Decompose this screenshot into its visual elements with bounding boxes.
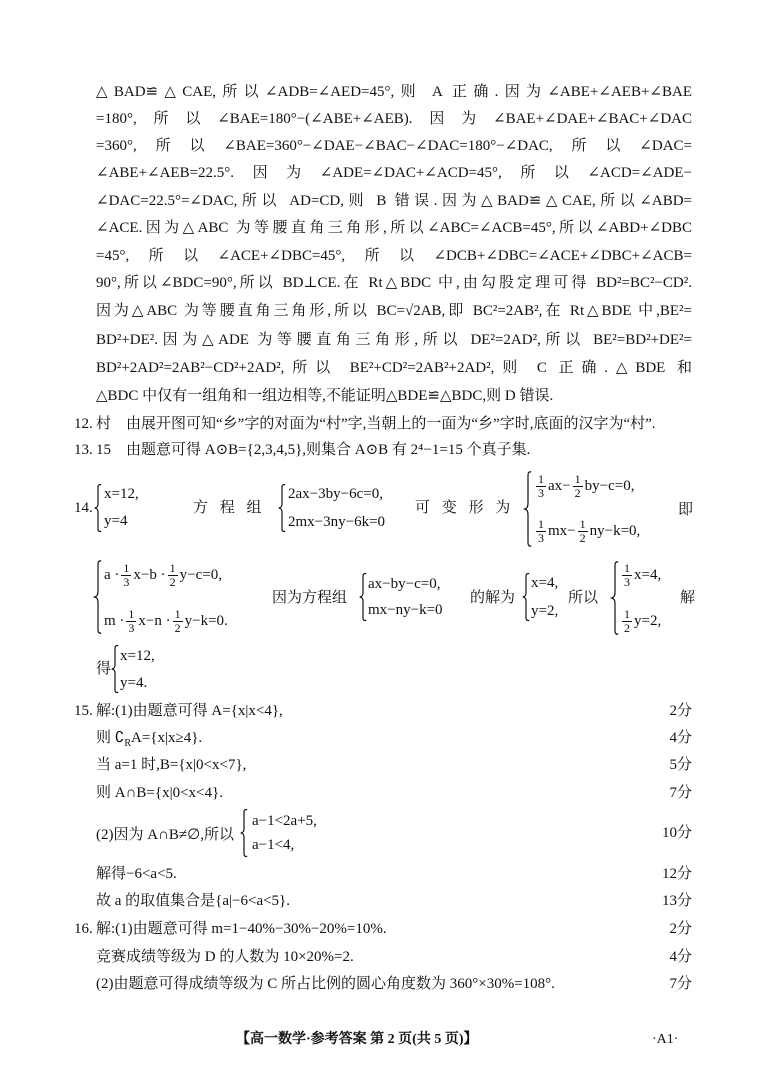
equation-part: x=4, bbox=[634, 567, 662, 583]
numerator: 1 bbox=[123, 560, 130, 575]
score-mark: 7分 bbox=[669, 785, 692, 801]
equation-row: 2ax−3by−6c=0, bbox=[288, 486, 383, 502]
denominator: 3 bbox=[128, 620, 135, 635]
proof-line: BD²+2AD²=2AB²−CD²+2AD²,所以 BE²+CD²=2AB²+2AD²,则 C 正确.△BDE 和 bbox=[96, 360, 692, 376]
complement-symbol: ∁ bbox=[114, 730, 125, 746]
proof-line: =360°,所以∠BAE=360°−∠DAE−∠BAC−∠DAC=180°−∠DAC,所以∠DAC= bbox=[96, 138, 692, 154]
equation-part: a · bbox=[104, 567, 120, 583]
label-text: 方 程 组 bbox=[193, 500, 262, 516]
question-number: 15. bbox=[74, 703, 93, 719]
proof-line: 90°,所以∠BDC=90°,所以 BD⊥CE.在 Rt△BDC 中,由勾股定理可得 BD²=BC²−CD². bbox=[96, 275, 692, 291]
numerator: 1 bbox=[538, 471, 544, 486]
score-mark: 13分 bbox=[661, 893, 692, 909]
left-brace bbox=[240, 809, 248, 857]
solution-line: (2)由题意可得成绩等级为 C 所占比例的圆心角度数为 360°×30%=108°. bbox=[96, 976, 555, 992]
score-mark: 7分 bbox=[669, 976, 692, 992]
denominator: 3 bbox=[538, 530, 544, 545]
result-row: y=4. bbox=[120, 675, 148, 691]
left-brace bbox=[94, 484, 102, 532]
denominator: 2 bbox=[624, 620, 630, 635]
equation-part: by−c=0, bbox=[584, 478, 635, 494]
label-text: 可 变 形 为 bbox=[415, 500, 511, 516]
fraction bbox=[622, 608, 632, 635]
inequality-row: a−1<2a+5, bbox=[251, 813, 317, 829]
result-row: x=12, bbox=[120, 648, 155, 664]
equation-part: m · bbox=[104, 613, 125, 629]
solution-line: 故 a 的取值集合是{a|−6<a<5}. bbox=[96, 893, 291, 909]
fraction bbox=[121, 562, 131, 589]
left-brace bbox=[359, 573, 367, 621]
equation-part: x−b · bbox=[133, 567, 166, 583]
score-mark: 2分 bbox=[669, 921, 692, 937]
label-text: 所以 bbox=[568, 590, 599, 606]
solution-line: 解得−6<a<5. bbox=[96, 866, 177, 882]
equation-row bbox=[104, 561, 222, 589]
numerator: 1 bbox=[624, 606, 630, 621]
denominator: 3 bbox=[538, 485, 544, 500]
inequality-row: a−1<4, bbox=[251, 837, 295, 853]
equation-row bbox=[104, 607, 228, 635]
solution-row: x=4, bbox=[531, 575, 559, 591]
numerator: 1 bbox=[538, 516, 544, 531]
score-mark: 5分 bbox=[669, 757, 692, 773]
proof-line: △BDC 中仅有一组角和一组边相等,不能证明△BDE≌△BDC,则 D 错误. bbox=[96, 388, 554, 404]
numerator: 1 bbox=[169, 560, 176, 575]
explanation-text: 由题意可得 A⊙B={2,3,4,5},则集合 A⊙B 有 2⁴−1=15 个真子集. bbox=[126, 442, 531, 458]
left-brace bbox=[524, 471, 532, 547]
question-number: 13. bbox=[74, 442, 93, 458]
equation-part: y−c=0, bbox=[179, 567, 222, 583]
text-part: (2)因为 A∩B≠∅,所以 bbox=[96, 826, 234, 843]
denominator: 2 bbox=[174, 620, 181, 635]
left-brace bbox=[111, 645, 119, 693]
denominator: 2 bbox=[169, 574, 176, 589]
equation-row bbox=[534, 517, 640, 545]
left-brace bbox=[94, 560, 102, 634]
numerator: 1 bbox=[174, 606, 181, 621]
score-mark: 4分 bbox=[669, 730, 692, 746]
fraction bbox=[168, 562, 178, 589]
proof-line: 因为△ABC 为等腰直角三角形,所以 BC=√2AB,即 BC²=2AB²,在 Rt△BDE 中,BE²= bbox=[96, 303, 692, 319]
fraction bbox=[622, 562, 632, 589]
page-footer-code: ·A1· bbox=[652, 1032, 679, 1047]
fraction bbox=[126, 608, 136, 635]
fraction bbox=[536, 473, 546, 500]
answer-value: 村 bbox=[96, 416, 112, 432]
numerator: 1 bbox=[624, 560, 630, 575]
denominator: 3 bbox=[123, 574, 130, 589]
solution-line: 当 a=1 时,B={x|0<x<7}, bbox=[96, 757, 247, 773]
denominator: 2 bbox=[579, 530, 586, 545]
solution-row: y=2, bbox=[531, 603, 559, 619]
question-number: 16. bbox=[74, 921, 93, 937]
label-text: 解 bbox=[680, 590, 696, 606]
score-mark: 12分 bbox=[661, 866, 692, 882]
equation-part: y=2, bbox=[634, 613, 662, 629]
equation-row: ax−by−c=0, bbox=[368, 576, 441, 592]
equation-part: y−k=0. bbox=[184, 613, 228, 629]
equation-row bbox=[620, 561, 661, 589]
label-text: 得 bbox=[96, 661, 112, 677]
equation-row: mx−ny−k=0 bbox=[368, 602, 443, 618]
equation-part: ax− bbox=[548, 478, 571, 494]
text-part: 则 bbox=[96, 730, 115, 746]
proof-line: ∠DAC=22.5°=∠DAC,所以 AD=CD,则 B 错误.因为△BAD≌△CAE,所以∠ABD= bbox=[96, 193, 692, 209]
score-mark: 10分 bbox=[661, 825, 692, 841]
text-part: A={x|x≥4}. bbox=[130, 730, 203, 746]
fraction bbox=[578, 518, 588, 545]
label-text: 的解为 bbox=[470, 590, 516, 606]
proof-line: △BAD≌△CAE,所以∠ADB=∠AED=45°,则 A 正确.因为∠ABE+∠AEB+∠BAE bbox=[96, 84, 692, 100]
numerator: 1 bbox=[574, 471, 581, 486]
solution-line: 竞赛成绩等级为 D 的人数为 10×20%=2. bbox=[96, 949, 354, 965]
equation-row bbox=[534, 472, 634, 500]
proof-line: =180°,所以∠BAE=180°−(∠ABE+∠AEB).因为∠BAE+∠DAE+∠BAC+∠DAC bbox=[96, 111, 692, 127]
equation-row: 2mx−3ny−6k=0 bbox=[288, 514, 386, 530]
numerator: 1 bbox=[579, 516, 586, 531]
proof-line: ∠ACE.因为△ABC 为等腰直角三角形,所以∠ABC=∠ACB=45°,所以∠ABD+∠DBC bbox=[96, 220, 692, 236]
equation-row bbox=[620, 607, 661, 635]
fraction bbox=[173, 608, 183, 635]
inequality-system bbox=[252, 809, 317, 857]
question-number: 14. bbox=[74, 500, 93, 516]
solution-line: 解:(1)由题意可得 A={x|x<4}, bbox=[96, 703, 283, 719]
fraction bbox=[536, 518, 546, 545]
left-brace bbox=[611, 561, 619, 635]
denominator: 2 bbox=[574, 485, 581, 500]
solution-line: 解:(1)由题意可得 m=1−40%−30%−20%=10%. bbox=[96, 921, 387, 937]
denominator: 3 bbox=[624, 574, 630, 589]
equation-part: x−n · bbox=[138, 613, 171, 629]
answer-row: x=12, bbox=[104, 486, 139, 502]
solution-line: 则 A∩B={x|0<x<4}. bbox=[96, 785, 223, 801]
score-mark: 2分 bbox=[669, 703, 692, 719]
answer-value: 15 bbox=[96, 442, 111, 458]
question-number: 12. bbox=[74, 416, 93, 432]
fraction bbox=[573, 473, 583, 500]
numerator: 1 bbox=[128, 606, 135, 621]
score-mark: 4分 bbox=[669, 949, 692, 965]
equation-part: mx− bbox=[548, 523, 576, 539]
proof-line: ∠ABE+∠AEB=22.5°.因为∠ADE=∠DAC+∠ACD=45°,所以∠ACD=∠ADE− bbox=[96, 165, 692, 181]
solution-line bbox=[96, 728, 202, 748]
solution-line bbox=[96, 809, 317, 857]
proof-line: BD²+DE².因为△ADE 为等腰直角三角形,所以 DE²=2AD²,所以 BE²=BD²+DE²= bbox=[96, 332, 692, 348]
explanation-text: 由展开图可知“乡”字的对面为“村”字,当朝上的一面为“乡”字时,底面的汉字为“村”. bbox=[126, 416, 656, 432]
answer-row: y=4 bbox=[104, 513, 128, 529]
left-brace bbox=[522, 573, 530, 621]
left-brace bbox=[278, 484, 286, 532]
subscript: R bbox=[124, 738, 131, 749]
label-text: 因为方程组 bbox=[272, 590, 348, 606]
label-text: 即 bbox=[678, 502, 694, 518]
page-footer-title: 【高一数学·参考答案 第 2 页(共 5 页)】 bbox=[236, 1032, 478, 1047]
proof-line: =45°,所以∠ACE+∠DBC=45°,所以∠DCB+∠DBC=∠ACE+∠DBC+∠ACB= bbox=[96, 248, 692, 264]
equation-part: ny−k=0, bbox=[589, 523, 641, 539]
